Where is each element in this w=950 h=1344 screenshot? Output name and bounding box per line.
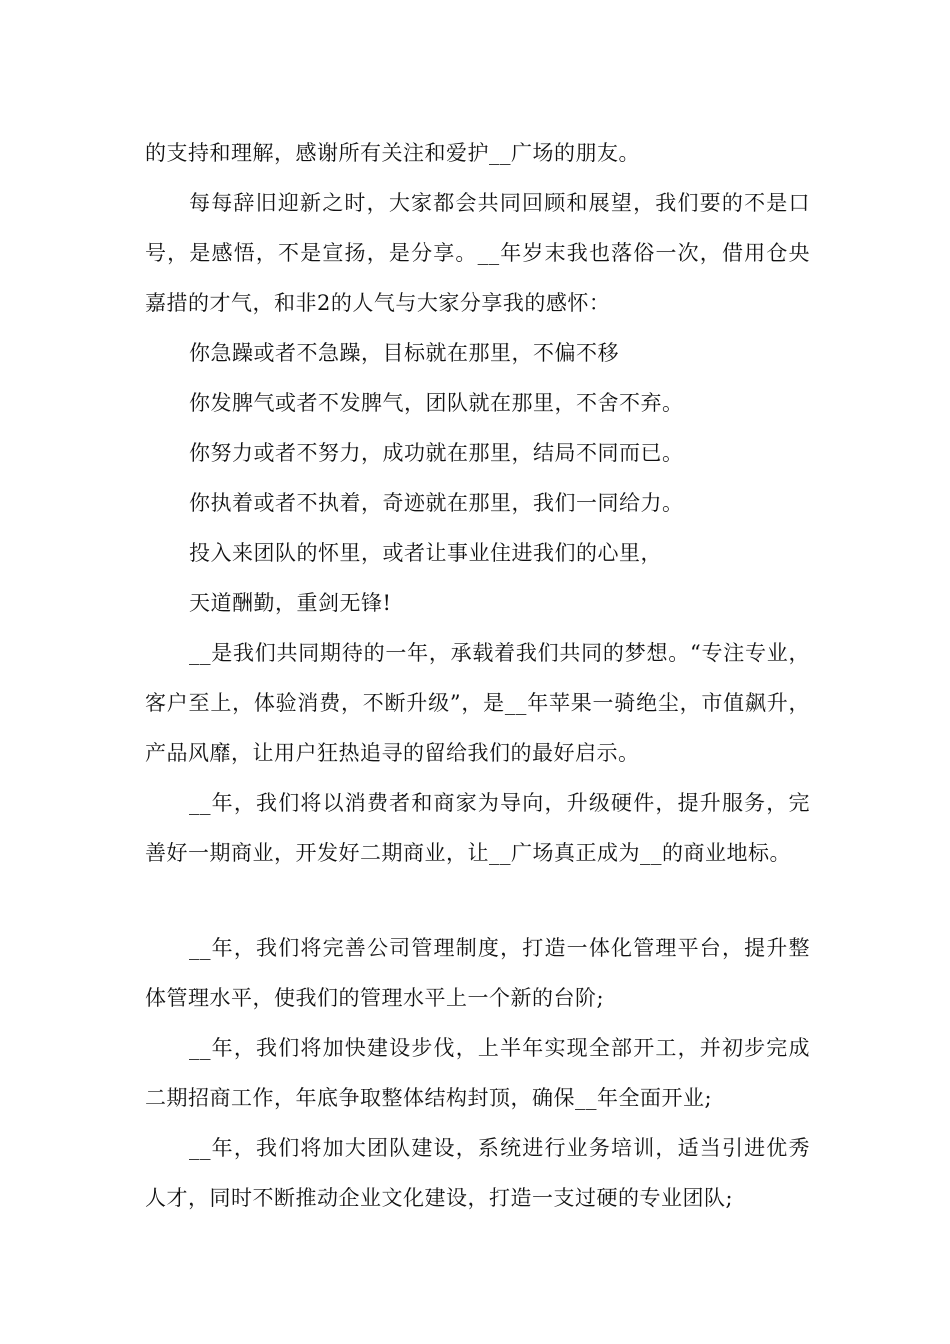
document-body-lower bbox=[145, 923, 810, 1223]
poem-line-3: 你努力或者不努力，成功就在那里，结局不同而已。 bbox=[189, 441, 684, 465]
paragraph-expectation: __是我们共同期待的一年，承载着我们共同的梦想。“专注专业，客户至上，体验消费，不断升级”，是__年苹果一骑绝尘，市值飙升，产品风靡，让用户狂热追寻的留给我们的最好启示。 bbox=[145, 641, 810, 765]
paragraph-plan-commerce: __年，我们将以消费者和商家为导向，升级硬件，提升服务，完善好一期商业，开发好二期商业，让__广场真正成为__的商业地标。 bbox=[145, 791, 810, 865]
paragraph-reflection: 每每辞旧迎新之时，大家都会共同回顾和展望，我们要的不是口号，是感悟，不是宣扬，是分享。__年岁末我也落俗一次，借用仓央嘉措的才气，和非2的人气与大家分享我的感怀： bbox=[145, 191, 810, 315]
poem-line-5: 投入来团队的怀里，或者让事业住进我们的心里， bbox=[189, 541, 662, 565]
poem-line-2: 你发脾气或者不发脾气，团队就在那里，不舍不弃。 bbox=[189, 391, 684, 415]
poem-line-6: 天道酬勤，重剑无锋! bbox=[189, 591, 392, 615]
paragraph-plan-construction: __年，我们将加快建设步伐，上半年实现全部开工，并初步完成二期招商工作，年底争取整体结构封顶，确保__年全面开业; bbox=[145, 1036, 810, 1110]
paragraph-plan-team: __年，我们将加大团队建设，系统进行业务培训，适当引进优秀人才，同时不断推动企业文化建设，打造一支过硬的专业团队; bbox=[145, 1136, 810, 1210]
poem-line-1: 你急躁或者不急躁，目标就在那里，不偏不移 bbox=[189, 341, 619, 365]
poem-line-4: 你执着或者不执着，奇迹就在那里，我们一同给力。 bbox=[189, 491, 684, 515]
document-body bbox=[145, 128, 810, 878]
paragraph-continuation: 的支持和理解，感谢所有关注和爱护__广场的朋友。 bbox=[145, 141, 640, 165]
paragraph-plan-management: __年，我们将完善公司管理制度，打造一体化管理平台，提升整体管理水平，使我们的管理水平上一个新的台阶; bbox=[145, 936, 810, 1010]
